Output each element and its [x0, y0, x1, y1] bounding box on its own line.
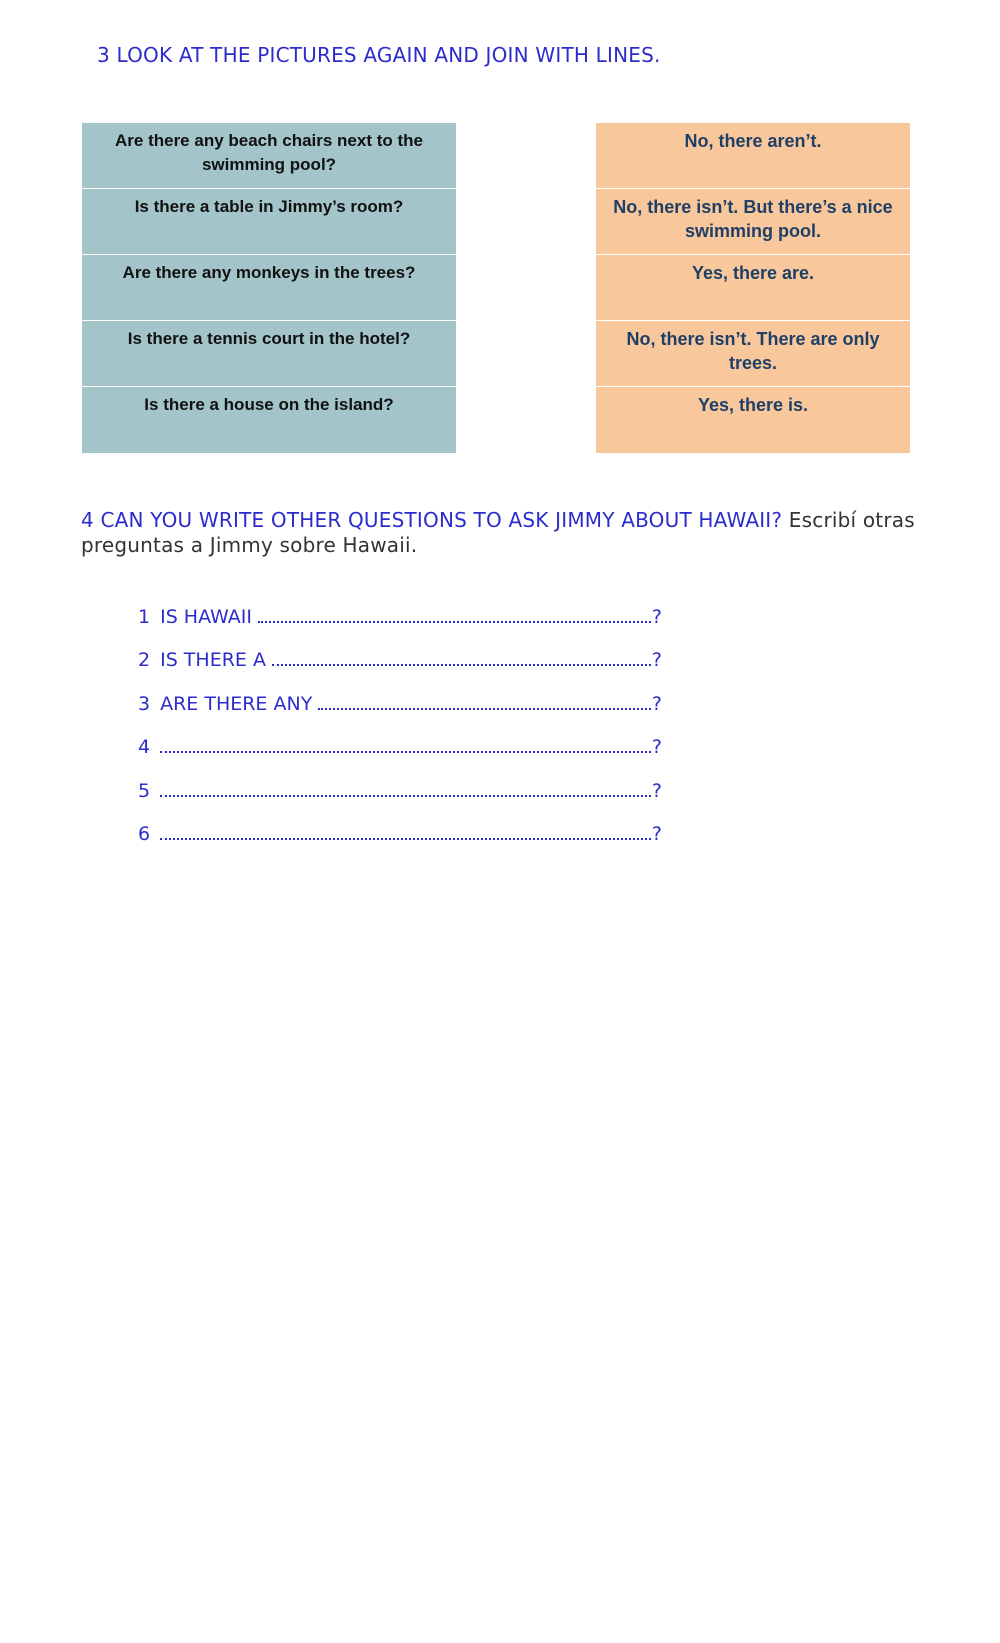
- line-number: 6: [138, 822, 151, 845]
- writing-line: [138, 736, 662, 779]
- answer-cell[interactable]: Yes, there are.: [596, 255, 910, 321]
- answers-column: [596, 123, 910, 453]
- line-prefix: IS THERE A: [160, 649, 266, 672]
- line-number: 2: [138, 649, 151, 672]
- line-number: 5: [138, 779, 151, 802]
- section-4-heading: [81, 508, 941, 558]
- section-3-heading: 3 LOOK AT THE PICTURES AGAIN AND JOIN WITH LINES.: [97, 43, 661, 67]
- answer-blank[interactable]: [272, 664, 651, 666]
- question-cell[interactable]: Are there any beach chairs next to the swimming pool?: [82, 123, 456, 189]
- writing-line: [138, 823, 662, 866]
- line-prefix: IS HAWAII: [160, 606, 252, 628]
- answer-blank[interactable]: [160, 838, 651, 840]
- answer-blank[interactable]: [160, 795, 651, 797]
- line-end: ?: [651, 779, 662, 802]
- answer-cell[interactable]: Yes, there is.: [596, 387, 910, 453]
- question-writing-lines: [138, 606, 662, 866]
- question-cell[interactable]: Are there any monkeys in the trees?: [82, 255, 456, 321]
- answer-blank[interactable]: [258, 621, 651, 623]
- answer-blank[interactable]: [318, 708, 651, 710]
- line-number: 1: [138, 606, 151, 628]
- answer-cell[interactable]: No, there isn’t. But there’s a nice swimming pool.: [596, 189, 910, 255]
- answer-cell[interactable]: No, there aren’t.: [596, 123, 910, 189]
- answer-cell[interactable]: No, there isn’t. There are only trees.: [596, 321, 910, 387]
- answer-blank[interactable]: [160, 751, 651, 753]
- question-cell[interactable]: Is there a table in Jimmy’s room?: [82, 189, 456, 255]
- line-end: ?: [651, 649, 662, 672]
- writing-line: [138, 649, 662, 692]
- section-4-subtitle: Escribí otras preguntas a Jimmy sobre Hawaii.: [81, 508, 915, 557]
- section-4-title: 4 CAN YOU WRITE OTHER QUESTIONS TO ASK JIMMY ABOUT HAWAII?: [81, 508, 783, 532]
- questions-column: [82, 123, 456, 453]
- line-prefix: ARE THERE ANY: [160, 692, 313, 715]
- writing-line: [138, 780, 662, 823]
- line-end: ?: [651, 736, 662, 759]
- line-end: ?: [651, 822, 662, 845]
- question-cell[interactable]: Is there a tennis court in the hotel?: [82, 321, 456, 387]
- line-number: 3: [138, 692, 151, 715]
- writing-line: [138, 606, 662, 649]
- line-end: ?: [651, 692, 662, 715]
- line-end: ?: [651, 606, 662, 628]
- writing-line: [138, 693, 662, 736]
- line-number: 4: [138, 736, 151, 759]
- question-cell[interactable]: Is there a house on the island?: [82, 387, 456, 453]
